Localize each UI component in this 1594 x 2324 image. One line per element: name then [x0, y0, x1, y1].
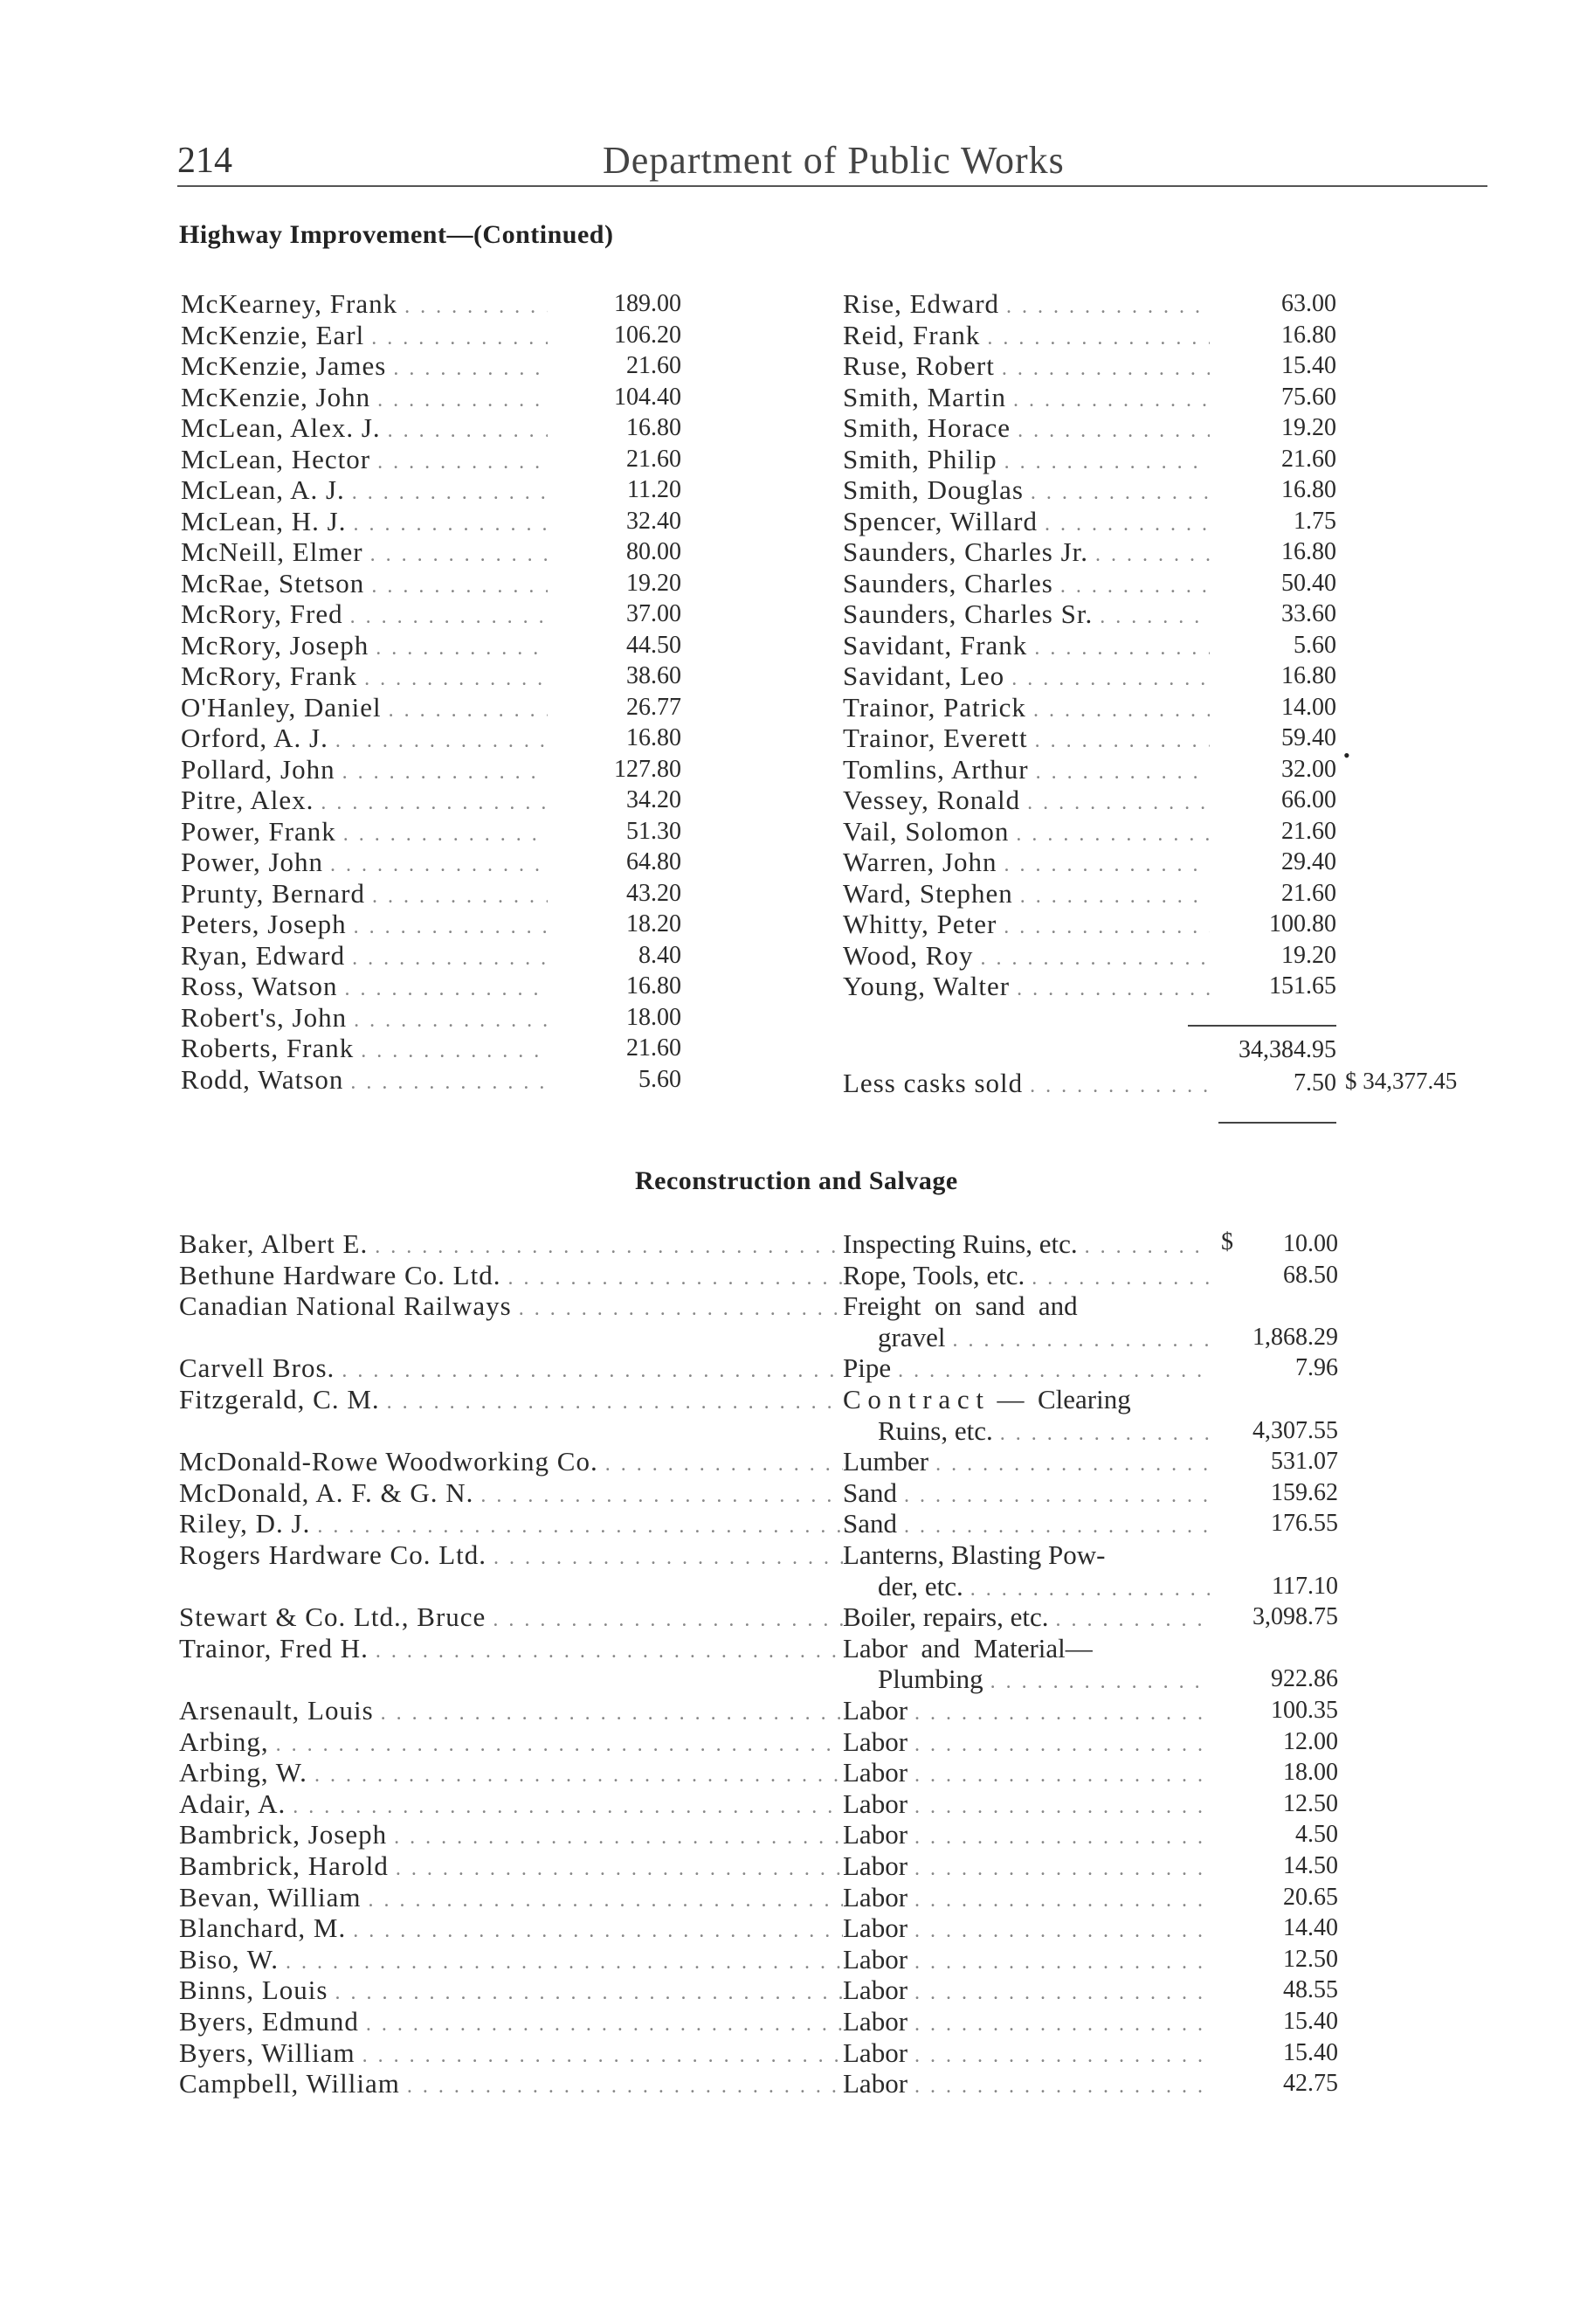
entry-name: Saunders, Charles Sr.: [843, 598, 1094, 629]
payee-name: Baker, Albert E.: [179, 1228, 369, 1259]
payee-name: McDonald-Rowe Woodworking Co.: [179, 1446, 598, 1477]
description-text: Lumber: [843, 1446, 929, 1477]
total-double-rule: [1218, 1122, 1336, 1124]
list-item: [843, 598, 1210, 630]
entry-amount: 34.20: [626, 786, 681, 813]
table-row-name: [179, 1788, 843, 1820]
description-text: der, etc.: [878, 1570, 963, 1601]
list-item: [181, 412, 548, 444]
entry-amount: 59.40: [1281, 724, 1336, 751]
table-row-amount: 159.62: [1271, 1478, 1338, 1506]
entry-name: Trainor, Everett: [843, 723, 1028, 753]
entry-amount: 75.60: [1281, 383, 1336, 411]
table-row-name: [179, 1384, 843, 1415]
entry-name: Ward, Stephen: [843, 877, 1013, 909]
table-row-description-line: Lanterns, Blasting Pow-: [843, 1539, 1106, 1570]
entry-amount: 38.60: [626, 662, 681, 689]
entry-amount: 18.20: [626, 910, 681, 937]
payee-name: Binns, Louis: [179, 1975, 328, 2006]
table-row-description: [843, 1819, 1210, 1850]
entry-amount: 11.20: [627, 476, 681, 503]
table-row-name: [179, 2037, 843, 2069]
entry-amount: 104.40: [614, 383, 681, 411]
table-row-amount: 48.55: [1283, 1976, 1338, 2004]
description-text: Labor: [843, 1943, 908, 1975]
description-text: Labor: [843, 2037, 908, 2068]
table-row-name: [179, 1882, 843, 1913]
entry-amount: 106.20: [614, 321, 681, 349]
table-row-description-line: Freight on sand and: [843, 1290, 1078, 1322]
list-item: [843, 630, 1210, 661]
table-row-amount: 14.50: [1283, 1852, 1338, 1879]
table-row-amount: 20.65: [1283, 1883, 1338, 1911]
list-item: [843, 350, 1210, 382]
entry-amount: 1.75: [1294, 507, 1336, 535]
description-text: Boiler, repairs, etc.: [843, 1601, 1049, 1633]
description-text: Plumbing: [878, 1663, 983, 1695]
entry-amount: 14.00: [1281, 693, 1336, 721]
margin-mark: •: [1343, 744, 1350, 766]
list-item: [843, 506, 1210, 537]
entry-amount: 16.80: [626, 972, 681, 999]
table-row-description: [843, 1975, 1210, 2006]
entry-name: McKenzie, John: [181, 381, 371, 412]
description-text: Inspecting Ruins, etc.: [843, 1228, 1078, 1259]
entry-name: Pollard, John: [181, 753, 335, 785]
entry-amount: 5.60: [638, 1065, 681, 1093]
entry-name: Warren, John: [843, 847, 997, 877]
table-row-name: [179, 2068, 843, 2099]
table-row-name: [179, 1819, 843, 1850]
table-row-amount: 4.50: [1295, 1821, 1338, 1849]
subtotal-rule: [1188, 1025, 1336, 1027]
list-item: [181, 847, 548, 878]
list-item: [843, 692, 1210, 723]
payee-name: Stewart & Co. Ltd., Bruce: [179, 1601, 486, 1633]
entry-name: Roberts, Frank: [181, 1033, 355, 1063]
table-row-description: [843, 2037, 1210, 2069]
entry-name: Smith, Horace: [843, 412, 1011, 443]
entry-amount: 33.60: [1281, 600, 1336, 627]
entry-amount: 16.80: [1281, 476, 1336, 503]
entry-amount: 63.00: [1281, 290, 1336, 317]
table-row-amount: 176.55: [1271, 1510, 1338, 1538]
table-row-description: [843, 1446, 1210, 1477]
table-row-amount: 3,098.75: [1252, 1603, 1338, 1631]
list-item: [181, 598, 548, 630]
entry-amount: 15.40: [1281, 352, 1336, 379]
header-rule: [177, 185, 1487, 187]
entry-name: McNeill, Elmer: [181, 536, 363, 567]
list-item: [843, 971, 1210, 1002]
table-row-description: [878, 1663, 1210, 1695]
table-row-name: [179, 1633, 843, 1664]
list-item: [181, 474, 548, 506]
entry-amount: 19.20: [1281, 414, 1336, 441]
payee-name: Bambrick, Joseph: [179, 1819, 388, 1850]
table-row-amount: 18.00: [1283, 1759, 1338, 1787]
entry-name: Vessey, Ronald: [843, 785, 1021, 815]
payee-name: Arbing, W.: [179, 1757, 307, 1788]
entry-amount: 16.80: [626, 724, 681, 751]
entry-amount: 5.60: [1294, 631, 1336, 659]
entry-name: Ryan, Edward: [181, 939, 346, 971]
table-row-description: [878, 1571, 1210, 1602]
entry-name: McKenzie, Earl: [181, 319, 365, 350]
table-row-description: [843, 1695, 1210, 1726]
table-row-name: [179, 1477, 843, 1509]
final-total: $ 34,377.45: [1345, 1068, 1458, 1094]
list-item: [843, 816, 1210, 847]
list-item: [843, 940, 1210, 972]
table-row-description: [843, 1882, 1210, 1913]
entry-name: Robert's, John: [181, 1001, 348, 1033]
entry-name: Reid, Frank: [843, 319, 981, 350]
list-item: [843, 474, 1210, 506]
entry-amount: 43.20: [626, 879, 681, 907]
entry-name: Peters, Joseph: [181, 909, 347, 939]
list-item: [843, 568, 1210, 599]
table-row-name: [179, 1850, 843, 1882]
description-text: Labor: [843, 1788, 908, 1819]
list-item: [181, 350, 548, 382]
table-row-description: [843, 1726, 1210, 1758]
table-row-description: [843, 1757, 1210, 1788]
entry-amount: 16.80: [1281, 321, 1336, 349]
list-item: [181, 1002, 548, 1034]
entry-amount: 21.60: [1281, 817, 1336, 845]
entry-amount: 19.20: [626, 569, 681, 597]
list-item: [181, 288, 548, 320]
table-row-description: [843, 2006, 1210, 2037]
entry-amount: 21.60: [626, 1034, 681, 1062]
table-row-description: [843, 1601, 1210, 1633]
section-heading-reconstruction: Reconstruction and Salvage: [635, 1166, 958, 1195]
list-item: [181, 661, 548, 692]
payee-name: Bethune Hardware Co. Ltd.: [179, 1259, 501, 1290]
entry-amount: 19.20: [1281, 941, 1336, 969]
list-item: [843, 723, 1210, 754]
table-row-amount: 100.35: [1271, 1697, 1338, 1724]
payee-name: Byers, William: [179, 2037, 355, 2068]
entry-name: Trainor, Patrick: [843, 691, 1026, 723]
table-row-description: [843, 1477, 1210, 1509]
entry-name: Savidant, Leo: [843, 661, 1005, 691]
payee-name: Arbing,: [179, 1726, 269, 1757]
table-row-name: [179, 1912, 843, 1944]
table-row-name: [179, 1352, 843, 1384]
entry-name: Prunty, Bernard: [181, 877, 366, 909]
entry-amount: 64.80: [626, 848, 681, 875]
payee-name: Canadian National Railways: [179, 1290, 512, 1322]
entry-name: Saunders, Charles Jr.: [843, 536, 1089, 567]
list-item: [843, 412, 1210, 444]
entry-amount: 32.00: [1281, 755, 1336, 783]
entry-amount: 51.30: [626, 817, 681, 845]
payee-name: Riley, D. J.: [179, 1508, 311, 1539]
table-row-name: [179, 1726, 843, 1758]
description-text: Labor: [843, 1881, 908, 1912]
entry-name: McRory, Fred: [181, 598, 343, 629]
table-row-amount: 4,307.55: [1252, 1416, 1338, 1444]
list-item: [181, 382, 548, 413]
list-item: [181, 692, 548, 723]
table-row-amount: 12.00: [1283, 1727, 1338, 1755]
table-row-name: [179, 1539, 843, 1571]
list-item: [181, 568, 548, 599]
description-text: gravel: [878, 1321, 946, 1352]
subtotal-value: 34,384.95: [1239, 1036, 1336, 1063]
entry-amount: 37.00: [626, 600, 681, 627]
section-heading-highway: Highway Improvement—(Continued): [179, 220, 614, 249]
table-row-description: [843, 1508, 1210, 1539]
payee-name: Fitzgerald, C. M.: [179, 1384, 380, 1414]
entry-name: Vail, Solomon: [843, 815, 1010, 847]
table-row-description: [843, 1260, 1210, 1291]
description-text: Labor: [843, 1912, 908, 1944]
description-text: Ruins, etc.: [878, 1414, 993, 1446]
table-row-description: [843, 1352, 1210, 1384]
list-item: [181, 1033, 548, 1064]
table-row-amount: 7.96: [1295, 1354, 1338, 1382]
list-item: [843, 785, 1210, 816]
entry-amount: 21.60: [1281, 879, 1336, 907]
list-item: [181, 1064, 548, 1096]
entry-name: McKenzie, James: [181, 350, 387, 381]
payee-name: McDonald, A. F. & G. N.: [179, 1477, 474, 1508]
description-text: Labor: [843, 1695, 908, 1726]
entry-name: Power, Frank: [181, 815, 336, 847]
payee-name: Adair, A.: [179, 1788, 286, 1819]
entry-name: Pitre, Alex.: [181, 785, 314, 815]
table-row-amount: 68.50: [1283, 1261, 1338, 1289]
table-row-amount: 15.40: [1283, 2008, 1338, 2035]
page-number: 214: [177, 141, 232, 181]
list-item: [181, 536, 548, 568]
entry-amount: 80.00: [626, 538, 681, 565]
list-item: [181, 320, 548, 351]
description-text: Rope, Tools, etc.: [843, 1259, 1025, 1290]
description-text: Labor: [843, 2068, 908, 2099]
payee-name: Rogers Hardware Co. Ltd.: [179, 1539, 486, 1570]
entry-amount: 16.80: [1281, 538, 1336, 565]
list-item: [843, 754, 1210, 785]
table-row-description: [843, 1228, 1210, 1260]
entry-name: Savidant, Frank: [843, 629, 1028, 661]
entry-amount: 50.40: [1281, 569, 1336, 597]
payee-name: Campbell, William: [179, 2068, 400, 2099]
entry-name: Power, John: [181, 847, 324, 877]
list-item: [181, 506, 548, 537]
entry-amount: 26.77: [626, 693, 681, 721]
entry-name: Tomlins, Arthur: [843, 753, 1029, 785]
entry-name: Young, Walter: [843, 971, 1011, 1001]
list-item: [181, 785, 548, 816]
dollar-sign: $: [1221, 1228, 1233, 1255]
entry-amount: 18.00: [626, 1003, 681, 1031]
list-item: [843, 909, 1210, 940]
table-row-amount: 42.75: [1283, 2070, 1338, 2098]
entry-amount: 100.80: [1269, 910, 1336, 937]
list-item: [843, 288, 1210, 320]
description-text: Labor: [843, 1975, 908, 2006]
table-row-amount: 12.50: [1283, 1789, 1338, 1817]
entry-name: Smith, Philip: [843, 443, 997, 474]
payee-name: Biso, W.: [179, 1943, 279, 1975]
table-row-name: [179, 1508, 843, 1539]
payee-name: Byers, Edmund: [179, 2006, 359, 2037]
less-casks-row: [843, 1068, 1210, 1099]
table-row-name: [179, 1260, 843, 1291]
payee-name: Arsenault, Louis: [179, 1695, 374, 1726]
entry-name: McLean, Alex. J.: [181, 412, 381, 443]
entry-name: Smith, Douglas: [843, 474, 1024, 505]
entry-name: Whitty, Peter: [843, 909, 997, 939]
payee-name: Bevan, William: [179, 1881, 362, 1912]
table-row-name: [179, 2006, 843, 2037]
table-row-amount: 922.86: [1271, 1665, 1338, 1693]
table-row-amount: 12.50: [1283, 1945, 1338, 1973]
description-text: Pipe: [843, 1352, 892, 1384]
entry-name: Rodd, Watson: [181, 1063, 344, 1095]
table-row-description: [878, 1415, 1210, 1447]
table-row-name: [179, 1446, 843, 1477]
list-item: [181, 971, 548, 1002]
table-row-name: [179, 1601, 843, 1633]
list-item: [181, 940, 548, 972]
entry-name: McRory, Frank: [181, 661, 358, 691]
entry-amount: 127.80: [614, 755, 681, 783]
entry-name: McRory, Joseph: [181, 629, 369, 661]
entry-name: McRae, Stetson: [181, 567, 365, 598]
table-row-name: [179, 1757, 843, 1788]
table-row-amount: 14.40: [1283, 1914, 1338, 1942]
entry-amount: 44.50: [626, 631, 681, 659]
entry-amount: 21.60: [1281, 445, 1336, 473]
entry-amount: 29.40: [1281, 848, 1336, 875]
list-item: [843, 536, 1210, 568]
list-item: [843, 847, 1210, 878]
table-row-description: [843, 1788, 1210, 1820]
list-item: [181, 444, 548, 475]
entry-amount: 21.60: [626, 352, 681, 379]
description-text: Labor: [843, 1850, 908, 1881]
description-text: Labor: [843, 1819, 908, 1850]
entry-amount: 189.00: [614, 290, 681, 317]
entry-amount: 66.00: [1281, 786, 1336, 813]
entry-amount: 32.40: [626, 507, 681, 535]
list-item: [181, 816, 548, 847]
entry-name: Smith, Martin: [843, 381, 1006, 412]
entry-name: Ross, Watson: [181, 971, 338, 1001]
table-row-description: [843, 1912, 1210, 1944]
table-row-amount: 1,868.29: [1252, 1323, 1338, 1351]
payee-name: Trainor, Fred H.: [179, 1632, 369, 1663]
entry-name: Rise, Edward: [843, 288, 1000, 319]
entry-name: Spencer, Willard: [843, 505, 1038, 536]
description-text: Labor: [843, 2006, 908, 2037]
entry-amount: 151.65: [1269, 972, 1336, 999]
entry-name: Ruse, Robert: [843, 350, 995, 381]
list-item: [843, 382, 1210, 413]
table-row-name: [179, 1975, 843, 2006]
entry-amount: 16.80: [626, 414, 681, 441]
list-item: [181, 909, 548, 940]
table-row-description: [843, 2068, 1210, 2099]
list-item: [843, 444, 1210, 475]
entry-name: Orford, A. J.: [181, 723, 328, 753]
table-row-description: [843, 1850, 1210, 1882]
entry-name: McLean, A. J.: [181, 474, 345, 505]
table-row-name: [179, 1944, 843, 1975]
list-item: [181, 630, 548, 661]
table-row-description: [843, 1944, 1210, 1975]
payee-name: Carvell Bros.: [179, 1352, 335, 1384]
list-item: [843, 320, 1210, 351]
entry-name: McLean, Hector: [181, 443, 371, 474]
entry-name: O'Hanley, Daniel: [181, 691, 382, 723]
list-item: [181, 754, 548, 785]
payee-name: Bambrick, Harold: [179, 1850, 389, 1881]
list-item: [181, 723, 548, 754]
table-row-name: [179, 1290, 843, 1322]
list-item: [843, 878, 1210, 910]
entry-name: McLean, H. J.: [181, 505, 347, 536]
list-item: [181, 878, 548, 910]
table-row-amount: 117.10: [1272, 1572, 1338, 1600]
description-text: Labor: [843, 1726, 908, 1757]
entry-name: McKearney, Frank: [181, 288, 398, 319]
table-row-amount: 10.00: [1283, 1230, 1338, 1257]
table-row-description-line: Labor and Material—: [843, 1632, 1093, 1663]
list-item: [843, 661, 1210, 692]
table-row-name: [179, 1228, 843, 1260]
table-row-amount: 531.07: [1271, 1448, 1338, 1476]
payee-name: Blanchard, M.: [179, 1912, 347, 1944]
entry-amount: 21.60: [626, 445, 681, 473]
less-casks-label: Less casks sold: [843, 1068, 1024, 1098]
table-row-description-line: C o n t r a c t — Clearing: [843, 1384, 1131, 1414]
description-text: Sand: [843, 1477, 897, 1508]
less-casks-amount: 7.50: [1294, 1069, 1336, 1096]
table-row-name: [179, 1695, 843, 1726]
entry-name: Saunders, Charles: [843, 567, 1053, 598]
table-row-description: [878, 1322, 1210, 1353]
entry-name: Wood, Roy: [843, 939, 974, 971]
table-row-amount: 15.40: [1283, 2038, 1338, 2066]
description-text: Sand: [843, 1508, 897, 1539]
entry-amount: 16.80: [1281, 662, 1336, 689]
entry-amount: 8.40: [638, 941, 681, 969]
running-head: Department of Public Works: [603, 139, 1065, 182]
description-text: Labor: [843, 1757, 908, 1788]
